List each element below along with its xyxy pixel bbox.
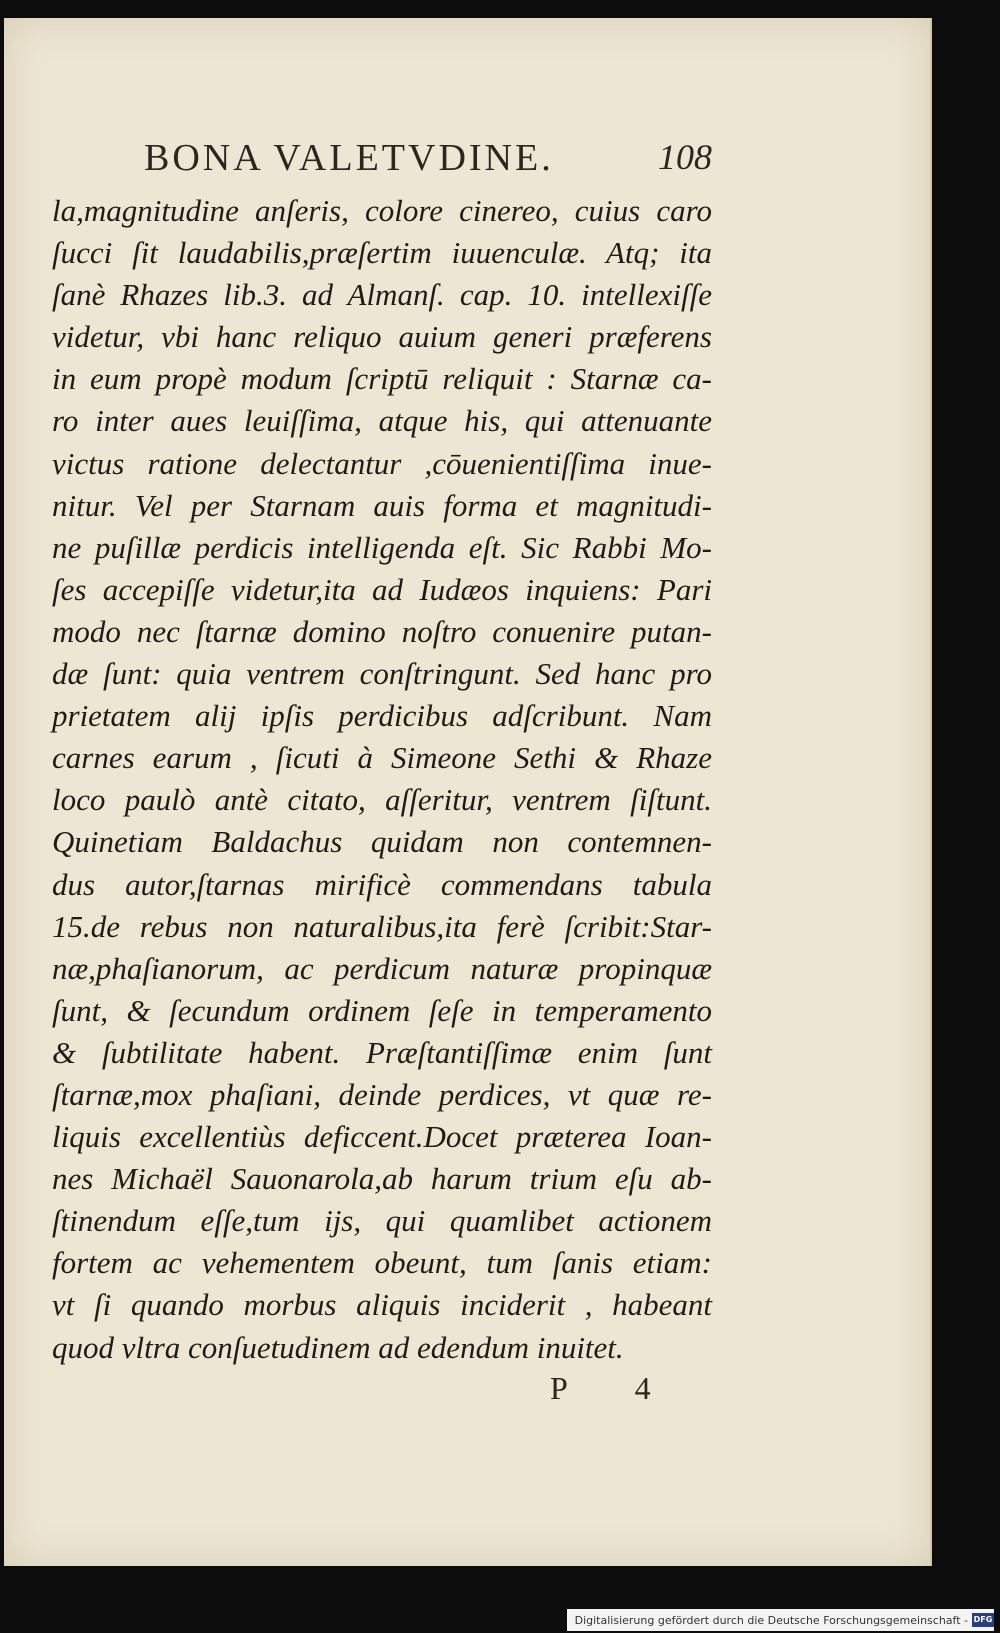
text-line: ſunt, & ſecundum ordinem ſeſe in temperamento: [52, 992, 712, 1028]
body-text: [52, 190, 712, 1369]
dfg-logo-icon: DFG: [972, 1613, 994, 1627]
text-line: nitur. Vel per Starnam auis forma et magnitudi-: [52, 487, 712, 523]
text-line: ſtinendum eſſe,tum ijs, qui quamlibet actionem: [52, 1203, 712, 1239]
text-line: vt ſi quando morbus aliquis inciderit , habeant: [52, 1287, 712, 1323]
text-line: loco paulò antè citato, aſſeritur, ventrem ſiſtunt.: [52, 782, 712, 818]
text-line: prietatem alij ipſis perdicibus adſcribunt. Nam: [52, 698, 712, 734]
text-line: ne puſillæ perdicis intelligenda eſt. Sic Rabbi Mo-: [52, 529, 712, 565]
text-line: & ſubtilitate habent. Præſtantiſſimæ enim ſunt: [52, 1034, 712, 1070]
text-line: Quinetiam Baldachus quidam non contemnen-: [52, 824, 712, 860]
text-line: ſucci ſit laudabilis,præſertim iuuenculæ. Atq; ita: [52, 235, 712, 271]
text-line: liquis excellentiùs deficcent.Docet præterea Ioan-: [52, 1119, 712, 1155]
digitization-footer: [567, 1609, 994, 1631]
text-line: nes Michaël Sauonarola,ab harum trium eſu ab-: [52, 1161, 712, 1197]
signature-mark: P 4: [550, 1370, 681, 1406]
text-line: næ,phaſianorum, ac perdicum naturæ propinquæ: [52, 950, 712, 986]
text-line: dus autor,ſtarnas mirificè commendans tabula: [52, 866, 712, 902]
page-number: 108: [658, 137, 712, 177]
running-head: BONA VALETVDINE.: [144, 137, 554, 179]
text-line: 15.de rebus non naturalibus,ita ferè ſcribit:Star-: [52, 908, 712, 944]
text-line: ſanè Rhazes lib.3. ad Almanſ. cap. 10. intellexiſſe: [52, 277, 712, 313]
text-line: carnes earum , ſicuti à Simeone Sethi & Rhaze: [52, 740, 712, 776]
text-line: in eum propè modum ſcriptū reliquit : Starnæ ca-: [52, 361, 712, 397]
text-line: videtur, vbi hanc reliquo auium generi præferens: [52, 319, 712, 355]
text-line: victus ratione delectantur ,cōuenientiſſima inue-: [52, 445, 712, 481]
text-line: dæ ſunt: quia ventrem conſtringunt. Sed hanc pro: [52, 656, 712, 692]
book-page: [4, 18, 932, 1566]
text-line: la,magnitudine anſeris, colore cinereo, cuius caro: [52, 193, 712, 228]
text-line: fortem ac vehementem obeunt, tum ſanis etiam:: [52, 1245, 712, 1281]
text-line: quod vltra conſuetudinem ad edendum inuitet.: [52, 1329, 624, 1365]
footer-credit: Digitalisierung gefördert durch die Deutsche Forschungsgemeinschaft -: [574, 1613, 968, 1627]
text-line: ro inter aues leuiſſima, atque his, qui attenuante: [52, 403, 712, 439]
text-line: ſes accepiſſe videtur,ita ad Iudæos inquiens: Pari: [52, 571, 712, 607]
text-line: ſtarnæ,mox phaſiani, deinde perdices, vt quæ re-: [52, 1076, 712, 1112]
text-line: modo nec ſtarnæ domino noſtro conuenire putan-: [52, 613, 712, 649]
